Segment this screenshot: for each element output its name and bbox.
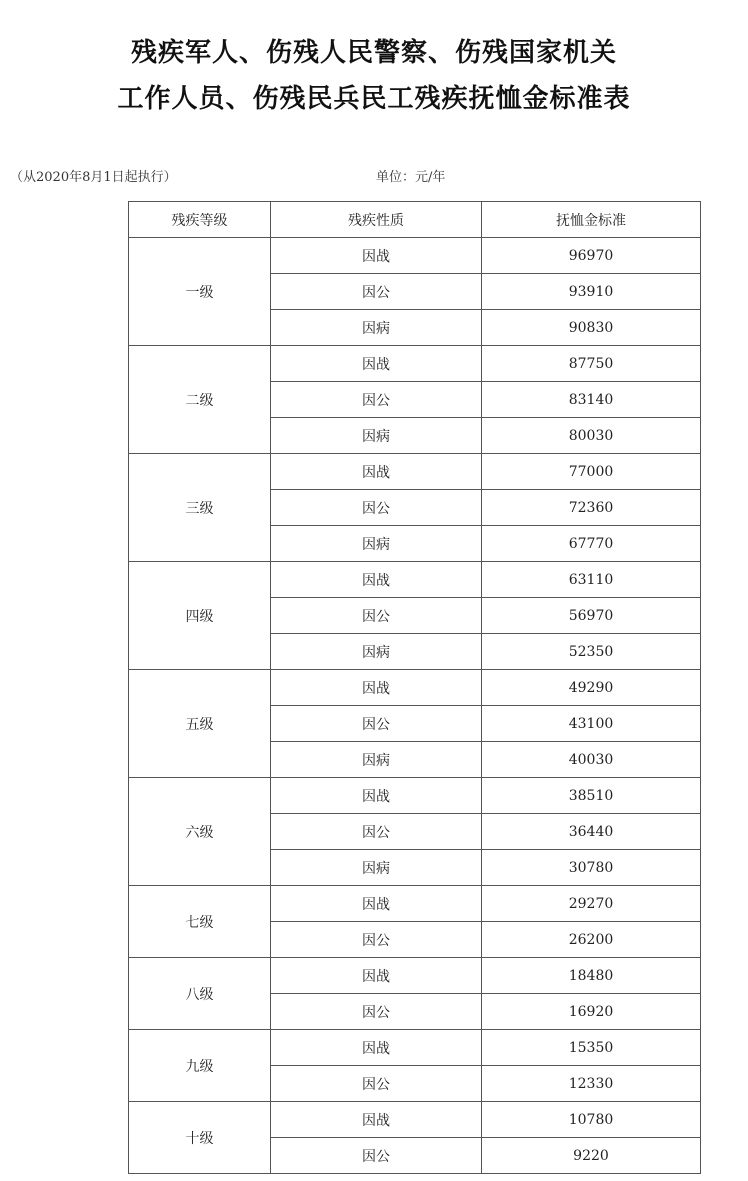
effective-date-note: （从2020年8月1日起执行）: [10, 170, 177, 185]
cell-disability-nature: 因病: [271, 418, 482, 454]
cell-disability-level: 十级: [129, 1102, 271, 1174]
cell-pension-amount: 26200: [482, 922, 701, 958]
cell-disability-nature: 因战: [271, 958, 482, 994]
cell-disability-nature: 因战: [271, 886, 482, 922]
cell-pension-amount: 30780: [482, 850, 701, 886]
header-disability-nature: 残疾性质: [271, 202, 482, 238]
cell-disability-nature: 因公: [271, 274, 482, 310]
table-row: [129, 778, 701, 814]
cell-pension-amount: 96970: [482, 238, 701, 274]
unit-note: 单位：元/年: [376, 170, 446, 185]
table-row: [129, 346, 701, 382]
cell-pension-amount: 56970: [482, 598, 701, 634]
cell-pension-amount: 16920: [482, 994, 701, 1030]
cell-pension-amount: 80030: [482, 418, 701, 454]
table-row: [129, 238, 701, 274]
cell-disability-level: 九级: [129, 1030, 271, 1102]
cell-disability-nature: 因病: [271, 526, 482, 562]
cell-disability-nature: 因战: [271, 346, 482, 382]
cell-disability-level: 四级: [129, 562, 271, 670]
cell-disability-nature: 因病: [271, 850, 482, 886]
cell-disability-nature: 因公: [271, 814, 482, 850]
cell-pension-amount: 18480: [482, 958, 701, 994]
cell-disability-nature: 因公: [271, 382, 482, 418]
cell-pension-amount: 77000: [482, 454, 701, 490]
cell-disability-level: 八级: [129, 958, 271, 1030]
cell-disability-nature: 因战: [271, 670, 482, 706]
pension-standard-table: [128, 201, 701, 1174]
cell-pension-amount: 72360: [482, 490, 701, 526]
cell-pension-amount: 90830: [482, 310, 701, 346]
cell-disability-level: 一级: [129, 238, 271, 346]
cell-disability-nature: 因公: [271, 994, 482, 1030]
cell-pension-amount: 29270: [482, 886, 701, 922]
cell-disability-nature: 因战: [271, 778, 482, 814]
table-row: [129, 562, 701, 598]
cell-disability-level: 五级: [129, 670, 271, 778]
cell-disability-nature: 因公: [271, 922, 482, 958]
header-disability-level: 残疾等级: [129, 202, 271, 238]
cell-disability-nature: 因战: [271, 1030, 482, 1066]
cell-pension-amount: 36440: [482, 814, 701, 850]
cell-pension-amount: 52350: [482, 634, 701, 670]
cell-pension-amount: 67770: [482, 526, 701, 562]
cell-disability-nature: 因公: [271, 598, 482, 634]
table-row: [129, 958, 701, 994]
cell-disability-nature: 因战: [271, 238, 482, 274]
cell-pension-amount: 93910: [482, 274, 701, 310]
cell-pension-amount: 87750: [482, 346, 701, 382]
cell-disability-nature: 因公: [271, 1066, 482, 1102]
cell-pension-amount: 63110: [482, 562, 701, 598]
cell-pension-amount: 15350: [482, 1030, 701, 1066]
header-pension-standard: 抚恤金标准: [482, 202, 701, 238]
cell-disability-level: 六级: [129, 778, 271, 886]
table-row: [129, 454, 701, 490]
cell-pension-amount: 49290: [482, 670, 701, 706]
cell-pension-amount: 9220: [482, 1138, 701, 1174]
cell-disability-nature: 因公: [271, 706, 482, 742]
table-row: [129, 1102, 701, 1138]
cell-disability-level: 二级: [129, 346, 271, 454]
cell-pension-amount: 12330: [482, 1066, 701, 1102]
cell-disability-nature: 因病: [271, 742, 482, 778]
table-header-row: [129, 202, 701, 238]
cell-pension-amount: 43100: [482, 706, 701, 742]
cell-disability-level: 三级: [129, 454, 271, 562]
cell-pension-amount: 83140: [482, 382, 701, 418]
cell-disability-nature: 因公: [271, 490, 482, 526]
table-row: [129, 670, 701, 706]
cell-disability-nature: 因战: [271, 454, 482, 490]
page-title-line-2: 工作人员、伤残民兵民工残疾抚恤金标准表: [117, 84, 631, 114]
cell-disability-level: 七级: [129, 886, 271, 958]
cell-disability-nature: 因病: [271, 634, 482, 670]
table-row: [129, 886, 701, 922]
table-body: [129, 238, 701, 1174]
table-row: [129, 1030, 701, 1066]
cell-pension-amount: 10780: [482, 1102, 701, 1138]
cell-pension-amount: 38510: [482, 778, 701, 814]
cell-disability-nature: 因病: [271, 310, 482, 346]
cell-disability-nature: 因战: [271, 1102, 482, 1138]
cell-pension-amount: 40030: [482, 742, 701, 778]
cell-disability-nature: 因战: [271, 562, 482, 598]
cell-disability-nature: 因公: [271, 1138, 482, 1174]
page-title-line-1: 残疾军人、伤残人民警察、伤残国家机关: [130, 38, 617, 68]
